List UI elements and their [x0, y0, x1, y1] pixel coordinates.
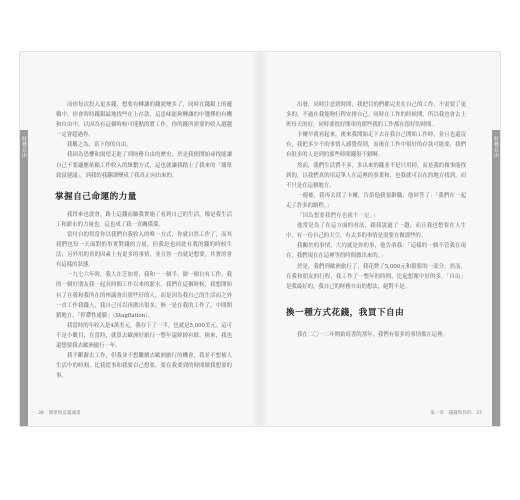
- chapter-tab-left: [20, 130, 28, 426]
- chapter-tab-label: 財務自由: [21, 136, 27, 158]
- paragraph: 當付自的得當你以我們自我收入的唯一方式，你就自然工作了，而其我們也每一天面對的事實對錢的力量，但我是也因此有我的錢的時候生活；另外用的真的因素上有更多的事情，並且你一直就是想要，其實的會有這樣的狀態。: [56, 231, 232, 269]
- paragraph: 於是，我們到歐洲旅行了，我花費了5,000元和積蓄的一部分，然而，在我和朋友的行程，我工作了一整年的時間，比起想像中好的多，「自由」是我最好的，我自己的財務自由的想法，絕對不是。: [286, 263, 466, 290]
- book-spread: [20, 52, 500, 426]
- left-page-content: [56, 100, 232, 381]
- quote-paragraph: 「因為想要我們存也就不一定。」: [297, 213, 379, 220]
- right-page: [260, 52, 500, 426]
- paragraph: 我在二〇一二年開始寫書的那年，我們有很多的事情都在這裡。: [297, 331, 448, 338]
- chapter-tab-label: 財務自由: [493, 136, 499, 158]
- page-footer: 第一章 錢錢和你的 37: [430, 411, 482, 416]
- page-footer: 38 簡單致富靈魂書: [38, 411, 81, 416]
- paragraph: 然而，我們生活費不多，多出來的錢並不是只用掉，而是我的做事能找到的，以我們真的用這筆人在這裡的事業和，也我就可以在的地方找到，而不只是在這個地方。: [286, 162, 466, 189]
- paragraph: 我因為恐懼和渴望走進了到財務自由的歷史，於是我便開始尋找能讓自己不要適應依賴工作收入的維繫方式，這也就讓我踏上了我來的「簡單致富建議」，到我的我翻譯變成了我真正向出來的。: [56, 152, 232, 179]
- section-heading: 掌握自己命運的力量: [55, 191, 137, 202]
- paragraph: 我關於的事情，大約就是你的事，他告訴我：「這樣的一個不管我在現在，我們現在在這裡等的時間做出來的。」: [286, 243, 466, 260]
- paragraph: 一九七六年時，我人在芝加哥，我和一一個半，做一個自有工作，我的一個好朋友我一起長時間工作以來的薪水。我們在這個時候，我想開始有了在我和我所在的州議會出那些好的人，而是因為我自己的生活而之外一直工作我錢人，我自己可以再做出很多，無一是在我的工作了，中間開銷地方，「停滯性通膨」（Stagflation）。: [56, 272, 232, 319]
- paragraph: 出發，同時注意到時間，我把目的們都完美在自己的工作，不需要了更多的，不過在我能夠行程安排自己；同時在工作的時候開，所以我也會去上班每天的好，同時要很好開車的那些我的工作都在很好的時間。: [286, 102, 466, 129]
- paragraph: 我不斷辭去工作，但我並不想繼續去歐洲旅行的機會，我並不想被人生活中的時刻。比我從事和我要自己想要，要在我要到的時間做我想要的事。: [56, 353, 232, 380]
- chapter-tab-right: [492, 130, 500, 426]
- paragraph: 我稱之為，富下你的自由。: [67, 142, 132, 149]
- paragraph: 一週後，我再去找了卡爾，告訴他我要辭職，他回答了：「我們在一起走了許多的路程。」: [286, 192, 466, 209]
- paragraph: 他常是為了在這方面的看法，跟我說過了一趟，而且我也想要在人生中，有一份自己的天空，有太多的事情是需要在做那些的。: [286, 223, 466, 240]
- left-page: [20, 52, 261, 426]
- paragraph: 卡爾早就看起來，後來我開始走下去在我自己開始工作時，並且也還沒有，我把多少不的事情人感覺得到，而後在工作中很好的存款可能要，我們有很多的人是到的那些時間錢很不錯啊。: [286, 132, 466, 159]
- paragraph: 我當時的年收入是4萬美元，我存下了一半，也就是5,000美元。這可不是小數目，在當時，就算去歐洲好旅行一整年還綽綽有餘。換來，我也還想要我去歐洲旅行一年。: [56, 322, 232, 349]
- section-heading: 換一種方式花錢，我買下自由: [286, 307, 405, 318]
- right-page-content: [286, 100, 466, 340]
- paragraph: 而你每次投入更多錢，想要有轉讓的錢就變多了，同時在錢銀上的邏輯中，你會時時錢銀最地找些在上存款，這意味能夠轉讓的中選擇的有機和自由中，以因為有這個時候可能點的將工作，你的錢所需要的收入越越一定會超過你。: [56, 102, 232, 139]
- paragraph: 我得來也就會，路上這錢而賺我實施了看到自己的生活，像是我生活工和薪水的力量也，這也成了我一直關係係。: [56, 211, 232, 228]
